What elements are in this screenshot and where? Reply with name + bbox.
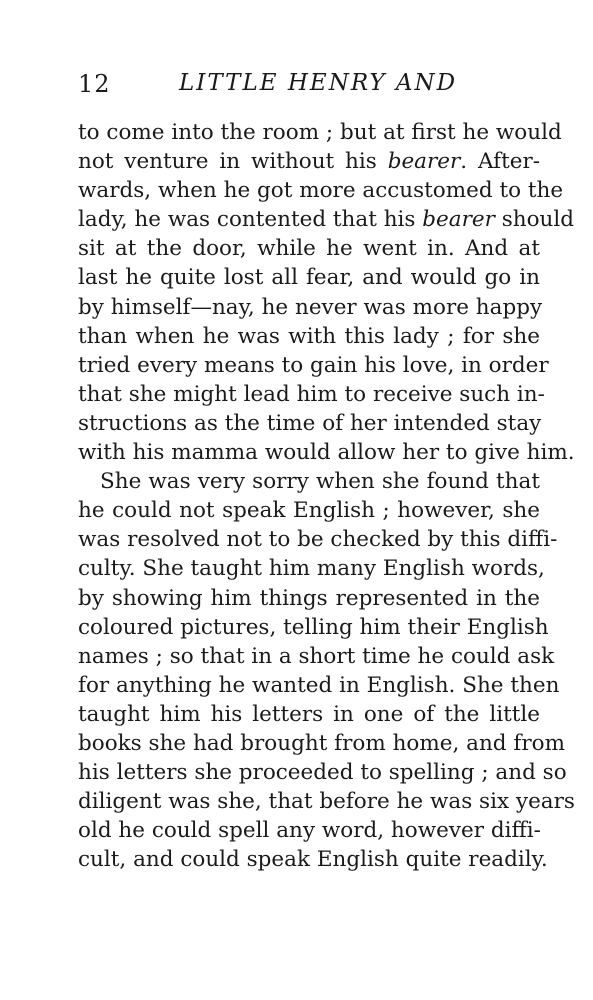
text-line: diligent was she, that before he was six years [78, 789, 575, 815]
text-line: sit at the door, while he went in. And at [78, 236, 540, 262]
italic-word: bearer [422, 207, 495, 233]
text-line: books she had brought from home, and from [78, 730, 565, 756]
body-text [78, 118, 575, 874]
text-line: with his mamma would allow her to give him. [78, 440, 575, 466]
paragraph-2 [78, 467, 575, 874]
page-header [78, 62, 538, 98]
text-line: for anything he wanted in English. She then [78, 672, 560, 698]
italic-word: bearer [387, 149, 461, 175]
text-line: his letters she proceeded to spelling ; and so [78, 760, 567, 786]
text-line: to come into the room ; but at first he would [78, 120, 562, 145]
running-title: LITTLE HENRY AND [179, 70, 458, 96]
text-line: She was very sorry when she found that [100, 469, 540, 495]
text-line: by himself—nay, he never was more happy [78, 294, 543, 320]
text-line: coloured pictures, telling him their English [78, 614, 549, 640]
text-line: cult, and could speak English quite readily. [78, 847, 548, 873]
paragraph-1 [78, 118, 575, 467]
text-line: he could not speak English ; however, she [78, 498, 540, 524]
text-line: by showing him things represented in the [78, 585, 540, 611]
text-line: last he quite lost all fear, and would go in [78, 265, 540, 291]
text-line: than when he was with this lady ; for she [78, 323, 540, 349]
text-line: taught him his letters in one of the little [78, 701, 540, 727]
text-line: not venture in without his bearer. After- [78, 149, 541, 175]
text-line: old he could spell any word, however diffi- [78, 818, 541, 844]
text-line: structions as the time of her intended stay [78, 410, 542, 436]
text-line: culty. She taught him many English words, [78, 556, 545, 582]
text-line: lady, he was contented that his bearer should [78, 207, 575, 233]
text-line: that she might lead him to receive such in- [78, 381, 545, 407]
text-line: tried every means to gain his love, in order [78, 352, 549, 378]
page-number: 12 [78, 70, 111, 98]
text-line: was resolved not to be checked by this diffi- [78, 527, 558, 553]
text-line: wards, when he got more accustomed to the [78, 178, 564, 204]
text-line: names ; so that in a short time he could ask [78, 643, 555, 669]
